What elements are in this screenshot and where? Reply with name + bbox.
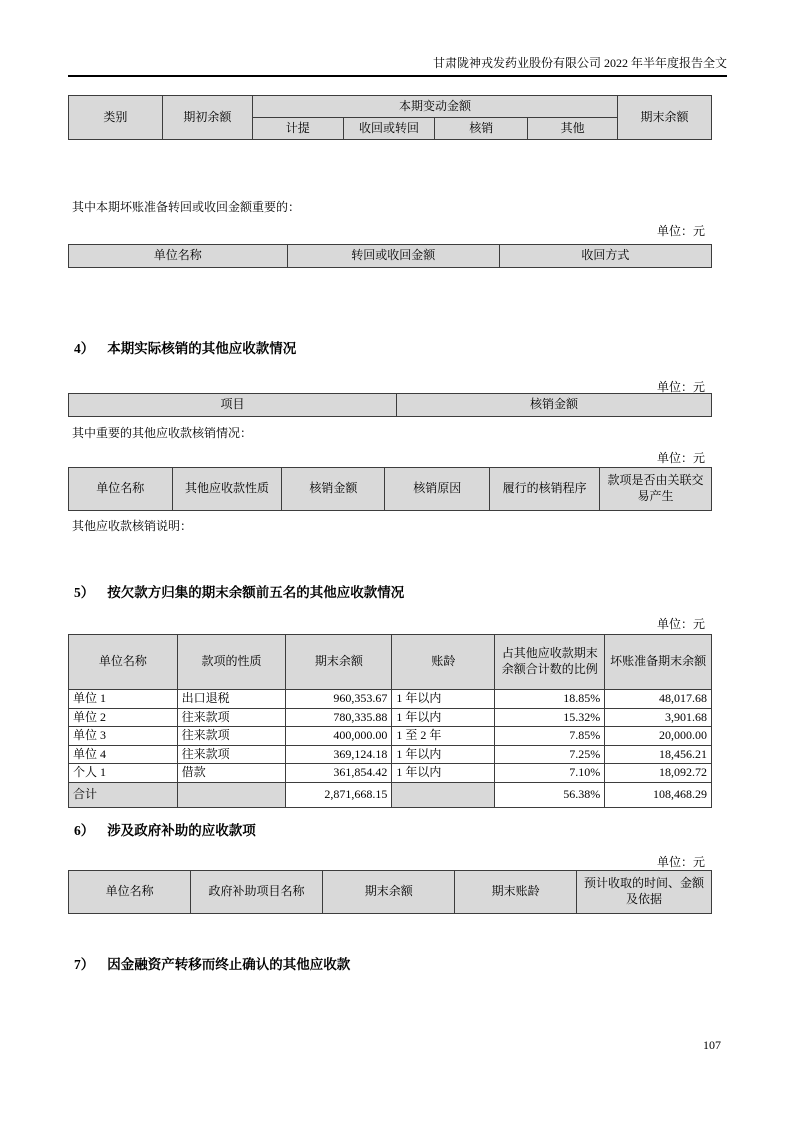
section-5-title: 按欠款方归集的期末余额前五名的其他应收款情况 bbox=[107, 585, 405, 600]
t6-header-closing-aging: 期末账龄 bbox=[455, 871, 577, 914]
t5-cell-aging: 1 年以内 bbox=[392, 690, 495, 709]
t5-cell-unit: 单位 4 bbox=[69, 745, 178, 764]
section-7-number: 7） bbox=[74, 957, 95, 972]
unit-label: 单位：元 bbox=[656, 617, 705, 631]
para-writeoff-note: 其他应收款核销说明： bbox=[72, 519, 193, 533]
t4-header-writeoff-reason: 核销原因 bbox=[385, 468, 490, 511]
t1-header-other: 其他 bbox=[528, 118, 618, 140]
gov-subsidy-receivables-table bbox=[68, 870, 712, 914]
t5-cell-ratio: 7.85% bbox=[495, 727, 605, 746]
t1-header-change-group: 本期变动金额 bbox=[252, 96, 617, 118]
t5-cell-nature: 往来款项 bbox=[177, 708, 286, 727]
section-7-heading bbox=[74, 953, 350, 973]
t5-cell-unit: 单位 2 bbox=[69, 708, 178, 727]
t5-total-label: 合计 bbox=[69, 782, 178, 807]
t5-cell-ratio: 15.32% bbox=[495, 708, 605, 727]
t3-header-item: 项目 bbox=[69, 394, 397, 417]
t5-cell-ratio: 7.25% bbox=[495, 745, 605, 764]
t1-header-category: 类别 bbox=[69, 96, 163, 140]
t1-header-opening-balance: 期初余额 bbox=[162, 96, 252, 140]
t5-cell-nature: 往来款项 bbox=[177, 727, 286, 746]
t5-cell-aging: 1 年以内 bbox=[392, 708, 495, 727]
t4-header-related-party: 款项是否由关联交易产生 bbox=[600, 468, 712, 511]
t5-cell-balance: 369,124.18 bbox=[286, 745, 392, 764]
t5-header-nature: 款项的性质 bbox=[177, 635, 286, 690]
t5-cell-aging: 1 年以内 bbox=[392, 764, 495, 783]
t2-header-unit-name: 单位名称 bbox=[69, 245, 288, 268]
t5-total-ratio: 56.38% bbox=[495, 782, 605, 807]
t5-total-bad-debt: 108,468.29 bbox=[605, 782, 712, 807]
writeoff-summary-table bbox=[68, 393, 712, 417]
t6-header-unit-name: 单位名称 bbox=[69, 871, 191, 914]
t5-total-aging-empty bbox=[392, 782, 495, 807]
t5-cell-aging: 1 至 2 年 bbox=[392, 727, 495, 746]
header-rule bbox=[68, 75, 727, 77]
t5-cell-ratio: 18.85% bbox=[495, 690, 605, 709]
t5-total-nature-empty bbox=[177, 782, 286, 807]
table-row bbox=[69, 727, 712, 746]
t5-header-aging: 账龄 bbox=[392, 635, 495, 690]
t3-header-writeoff-amount: 核销金额 bbox=[396, 394, 711, 417]
section-4-title: 本期实际核销的其他应收款情况 bbox=[107, 341, 297, 356]
t4-header-procedure: 履行的核销程序 bbox=[490, 468, 600, 511]
t6-header-expected-collection: 预计收取的时间、金额及依据 bbox=[576, 871, 711, 914]
t5-cell-bad-debt: 18,092.72 bbox=[605, 764, 712, 783]
provision-change-table bbox=[68, 95, 712, 140]
section-5-heading bbox=[74, 581, 404, 601]
report-title-header: 甘肃陇神戎发药业股份有限公司 2022 年半年度报告全文 bbox=[432, 56, 727, 70]
t5-header-closing-balance: 期末余额 bbox=[286, 635, 392, 690]
important-writeoff-table bbox=[68, 467, 712, 511]
table-row bbox=[69, 708, 712, 727]
t5-header-bad-debt: 坏账准备期末余额 bbox=[605, 635, 712, 690]
table-total-row bbox=[69, 782, 712, 807]
t1-header-writeoff: 核销 bbox=[435, 118, 528, 140]
t5-cell-nature: 出口退税 bbox=[177, 690, 286, 709]
t5-total-balance: 2,871,668.15 bbox=[286, 782, 392, 807]
section-6-number: 6） bbox=[74, 823, 95, 838]
section-5-number: 5） bbox=[74, 585, 95, 600]
unit-label: 单位：元 bbox=[656, 855, 705, 869]
unit-label: 单位：元 bbox=[656, 380, 705, 394]
page-number: 107 bbox=[703, 1038, 721, 1052]
t1-header-accrual: 计提 bbox=[252, 118, 343, 140]
t5-header-unit-name: 单位名称 bbox=[69, 635, 178, 690]
t2-header-recovery-amount: 转回或收回金额 bbox=[287, 245, 499, 268]
t5-cell-balance: 361,854.42 bbox=[286, 764, 392, 783]
t5-cell-aging: 1 年以内 bbox=[392, 745, 495, 764]
t5-cell-unit: 单位 1 bbox=[69, 690, 178, 709]
t5-cell-nature: 借款 bbox=[177, 764, 286, 783]
recovery-table bbox=[68, 244, 712, 268]
t5-cell-bad-debt: 20,000.00 bbox=[605, 727, 712, 746]
t5-cell-balance: 400,000.00 bbox=[286, 727, 392, 746]
t5-cell-nature: 往来款项 bbox=[177, 745, 286, 764]
section-7-title: 因金融资产转移而终止确认的其他应收款 bbox=[107, 957, 351, 972]
top5-other-receivables-table bbox=[68, 634, 712, 808]
t5-cell-unit: 单位 3 bbox=[69, 727, 178, 746]
t6-header-subsidy-project: 政府补助项目名称 bbox=[191, 871, 323, 914]
table-row bbox=[69, 764, 712, 783]
t5-cell-ratio: 7.10% bbox=[495, 764, 605, 783]
t5-cell-bad-debt: 48,017.68 bbox=[605, 690, 712, 709]
section-6-title: 涉及政府补助的应收款项 bbox=[107, 823, 256, 838]
t1-header-closing-balance: 期末余额 bbox=[618, 96, 712, 140]
t6-header-closing-balance: 期末余额 bbox=[322, 871, 454, 914]
t5-cell-bad-debt: 18,456.21 bbox=[605, 745, 712, 764]
section-4-heading bbox=[74, 337, 296, 357]
table-row bbox=[69, 745, 712, 764]
t5-cell-unit: 个人 1 bbox=[69, 764, 178, 783]
t5-cell-balance: 960,353.67 bbox=[286, 690, 392, 709]
t2-header-recovery-method: 收回方式 bbox=[499, 245, 711, 268]
table-row bbox=[69, 690, 712, 709]
section-4-number: 4） bbox=[74, 341, 95, 356]
t5-cell-balance: 780,335.88 bbox=[286, 708, 392, 727]
t1-header-recovery: 收回或转回 bbox=[343, 118, 435, 140]
unit-label: 单位：元 bbox=[656, 451, 705, 465]
para-writeoff-important: 其中重要的其他应收款核销情况： bbox=[72, 426, 253, 440]
t4-header-nature: 其他应收款性质 bbox=[172, 468, 282, 511]
t4-header-writeoff-amount: 核销金额 bbox=[282, 468, 385, 511]
t5-cell-bad-debt: 3,901.68 bbox=[605, 708, 712, 727]
section-6-heading bbox=[74, 819, 256, 839]
para-recovery-important: 其中本期坏账准备转回或收回金额重要的： bbox=[72, 200, 301, 214]
t4-header-unit-name: 单位名称 bbox=[69, 468, 173, 511]
t5-header-ratio: 占其他应收款期末余额合计数的比例 bbox=[495, 635, 605, 690]
unit-label: 单位：元 bbox=[656, 224, 705, 238]
